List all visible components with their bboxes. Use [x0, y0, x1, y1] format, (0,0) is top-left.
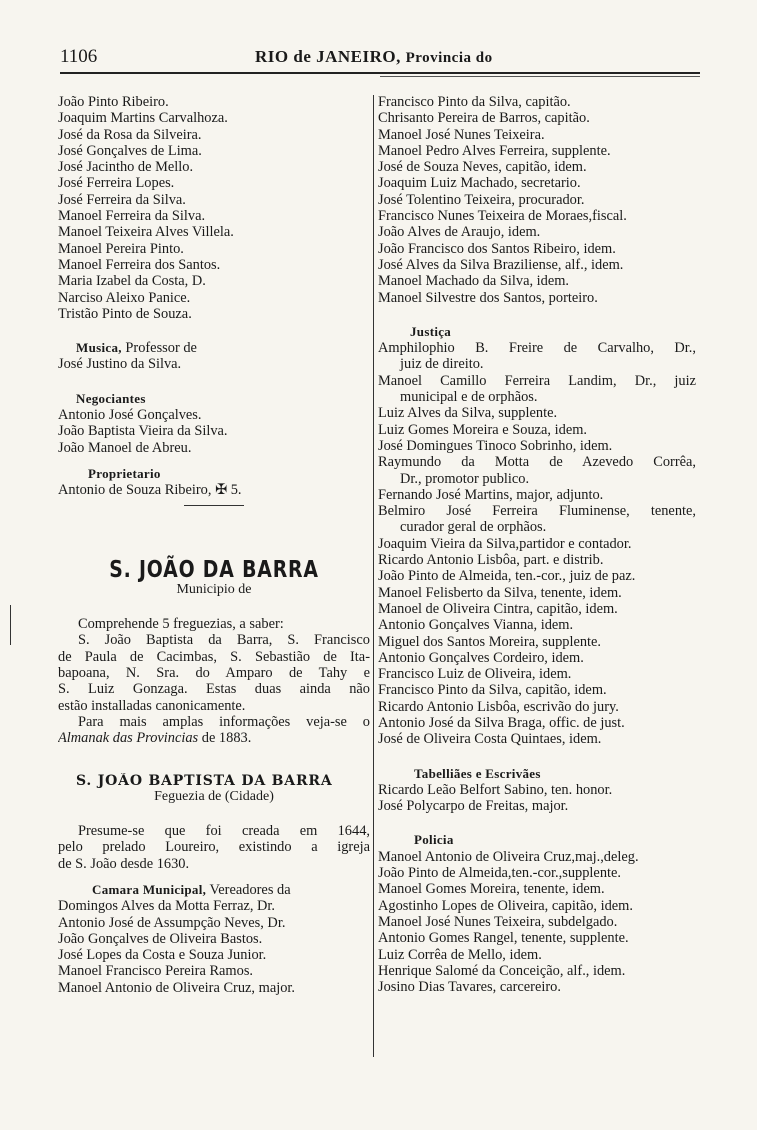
list-item: Manoel Felisberto da Silva, tenente, idem.	[378, 584, 622, 601]
camara-heading: Camara Municipal,	[92, 881, 207, 897]
list-item: Narciso Aleixo Panice.	[58, 289, 191, 306]
list-item: Manoel Ferreira dos Santos.	[58, 256, 221, 273]
paragraph-line: estão installadas canonicamente.	[58, 697, 246, 714]
musica-heading: Musica,	[76, 340, 122, 356]
almanak-title: Almanak das Provincias	[58, 730, 199, 747]
running-title	[255, 47, 493, 67]
paragraph-line: pelo prelado Loureiro, existindo a igreja	[58, 839, 370, 856]
camara-heading-rest: Vereadores da	[206, 881, 291, 898]
list-item: José de Oliveira Costa Quintaes, idem.	[378, 731, 602, 748]
musica-heading-rest: Professor de	[121, 340, 197, 357]
list-item: Antonio José da Silva Braga, offic. de just.	[378, 714, 625, 731]
list-item: Manoel Camillo Ferreira Landim, Dr., juiz	[378, 372, 696, 389]
list-item: Manoel Pereira Pinto.	[58, 240, 184, 257]
list-item: José Alves da Silva Braziliense, alf., idem.	[378, 256, 624, 273]
list-item: João Gonçalves de Oliveira Bastos.	[58, 930, 263, 947]
list-item: José Jacintho de Mello.	[58, 159, 194, 176]
list-item: Joaquim Martins Carvalhoza.	[58, 110, 228, 127]
list-item: Antonio Gomes Rangel, tenente, supplente.	[378, 930, 629, 947]
list-item: João Baptista Vieira da Silva.	[58, 423, 228, 440]
list-item: José Polycarpo de Freitas, major.	[378, 798, 569, 815]
list-item: Antonio José Gonçalves.	[58, 407, 202, 424]
freguezia-subtitle: Feguezia de (Cidade)	[154, 788, 274, 804]
policia-list	[378, 849, 696, 996]
list-item: Miguel dos Santos Moreira, supplente.	[378, 633, 602, 650]
list-item: José Lopes da Costa e Souza Junior.	[58, 947, 267, 964]
list-item: Antonio Gonçalves Vianna, idem.	[378, 617, 574, 634]
list-item: Dr., promotor publico.	[400, 470, 530, 487]
list-item: Luiz Corrêa de Mello, idem.	[378, 946, 542, 963]
paragraph-line	[58, 730, 370, 746]
list-item: José de Souza Neves, capitão, idem.	[378, 159, 587, 176]
justica-list	[378, 340, 696, 747]
list-item: juiz de direito.	[400, 356, 484, 373]
list-item: Joaquim Vieira da Silva,partidor e contador.	[378, 535, 632, 552]
list-item: José Tolentino Teixeira, procurador.	[378, 191, 585, 208]
list-item: José Ferreira da Silva.	[58, 191, 186, 208]
paragraph-line: Presume-se que foi creada em 1644,	[78, 823, 370, 840]
list-item: Tristão Pinto de Souza.	[58, 305, 192, 322]
comprehende-paragraph	[58, 616, 370, 746]
page-header	[60, 46, 700, 70]
running-title-sub: Provincia do	[405, 50, 493, 66]
list-item: Manoel Antonio de Oliveira Cruz, major.	[58, 979, 295, 996]
list-item: municipal e de orphãos.	[400, 389, 538, 406]
list-item: Antonio José de Assumpção Neves, Dr.	[58, 914, 286, 931]
list-item: José da Rosa da Silveira.	[58, 126, 202, 143]
list-item: Francisco Pinto da Silva, capitão.	[378, 94, 571, 110]
page-number: 1106	[60, 46, 98, 67]
list-item: Manoel José Nunes Teixeira, subdelgado.	[378, 913, 618, 930]
list-item: José Domingues Tinoco Sobrinho, idem.	[378, 437, 613, 454]
paragraph-line: S. João Baptista da Barra, S. Francisco	[78, 632, 370, 649]
names-top-list	[58, 94, 370, 322]
paragraph-line: de Paula de Cacimbas, S. Sebastião de Ita-	[58, 648, 370, 665]
tabelliaes-heading: Tabelliães e Escrivães	[414, 765, 541, 781]
freguezia-title: S. JOÃO BAPTISTA DA BARRA	[76, 772, 333, 789]
list-item: João Pinto de Almeida,ten.-cor.,supplente.	[378, 865, 621, 882]
list-item: Francisco Luiz de Oliveira, idem.	[378, 666, 572, 683]
presume-paragraph	[58, 823, 370, 872]
list-item: Domingos Alves da Motta Ferraz, Dr.	[58, 898, 276, 915]
list-item: Amphilophio B. Freire de Carvalho, Dr.,	[378, 340, 696, 357]
list-item: Manoel Antonio de Oliveira Cruz,maj.,deleg.	[378, 848, 639, 865]
almanak-tail: de 1883.	[198, 730, 252, 747]
running-title-main: RIO de JANEIRO,	[255, 47, 401, 66]
camara-section-heading	[58, 882, 370, 898]
list-item: Manoel Teixeira Alves Villela.	[58, 224, 234, 241]
list-item: Luiz Alves da Silva, supplente.	[378, 405, 558, 422]
musica-section-heading	[58, 340, 370, 356]
right-column	[378, 94, 696, 995]
list-item: Ricardo Antonio Lisbôa, escrivão do jury.	[378, 698, 619, 715]
municipio-title: S. JOÃO DA BARRA	[109, 556, 319, 583]
proprietario-heading: Proprietario	[88, 465, 161, 481]
justica-heading: Justiça	[410, 323, 452, 339]
list-item: curador geral de orphãos.	[400, 519, 547, 536]
list-item: José Justino da Silva.	[58, 356, 182, 373]
list-item: João Francisco dos Santos Ribeiro, idem.	[378, 240, 616, 257]
list-item: Chrisanto Pereira de Barros, capitão.	[378, 110, 590, 127]
header-rule-secondary	[380, 76, 700, 77]
list-item: Manoel Silvestre dos Santos, porteiro.	[378, 289, 598, 306]
list-item: Francisco Pinto da Silva, capitão, idem.	[378, 682, 607, 699]
list-item: Joaquim Luiz Machado, secretario.	[378, 175, 581, 192]
column-divider	[373, 95, 374, 1057]
list-item: Belmiro José Ferreira Fluminense, tenente,	[378, 503, 696, 520]
list-item: Francisco Nunes Teixeira de Moraes,fiscal.	[378, 208, 627, 225]
list-item: Raymundo da Motta de Azevedo Corrêa,	[378, 454, 696, 471]
list-item: Manoel Pedro Alves Ferreira, supplente.	[378, 142, 611, 159]
list-item: João Pinto Ribeiro.	[58, 94, 169, 110]
list-item: Ricardo Leão Belfort Sabino, ten. honor.	[378, 781, 613, 798]
list-item: Manoel Gomes Moreira, tenente, idem.	[378, 881, 605, 898]
paragraph-line: Comprehende 5 freguezias, a saber:	[78, 616, 284, 633]
list-item: Maria Izabel da Costa, D.	[58, 273, 206, 290]
municipio-subtitle: Municipio de	[176, 581, 252, 597]
list-item: Antonio Gonçalves Cordeiro, idem.	[378, 649, 584, 666]
list-item: Manoel Francisco Pereira Ramos.	[58, 963, 254, 980]
negociantes-heading: Negociantes	[76, 390, 146, 406]
left-column	[58, 94, 370, 996]
paragraph-line: de S. João desde 1630.	[58, 855, 190, 872]
list-item: Antonio de Souza Ribeiro, ✠ 5.	[58, 482, 242, 499]
header-rule	[60, 72, 700, 74]
list-item: Fernando José Martins, major, adjunto.	[378, 486, 604, 503]
camara-continued-list	[378, 94, 696, 306]
list-item: Luiz Gomes Moreira e Souza, idem.	[378, 421, 588, 438]
list-item: João Alves de Araujo, idem.	[378, 224, 541, 241]
list-item: Manoel de Oliveira Cintra, capitão, idem.	[378, 600, 618, 617]
list-item: João Manoel de Abreu.	[58, 439, 192, 456]
list-item: Josino Dias Tavares, carcereiro.	[378, 979, 561, 996]
list-item: Manoel Machado da Silva, idem.	[378, 273, 570, 290]
list-item: João Pinto de Almeida, ten.-cor., juiz de paz.	[378, 568, 636, 585]
policia-heading: Policia	[414, 832, 454, 848]
list-item: Agostinho Lopes de Oliveira, capitão, idem.	[378, 897, 633, 914]
list-item: Henrique Salomé da Conceição, alf., idem.	[378, 962, 626, 979]
list-item: Ricardo Antonio Lisbôa, part. e distrib.	[378, 552, 604, 569]
list-item: José Ferreira Lopes.	[58, 175, 175, 192]
list-item: Manoel Ferreira da Silva.	[58, 208, 206, 225]
paragraph-line: Para mais amplas informações veja-se o	[78, 713, 370, 730]
paragraph-line: S. Luiz Gonzaga. Estas duas ainda não	[58, 681, 370, 698]
margin-mark	[10, 605, 11, 645]
paragraph-line: bapoana, N. Sra. do Amparo de Tahy e	[58, 665, 370, 682]
list-item: José Gonçalves de Lima.	[58, 142, 202, 159]
list-item: Manoel José Nunes Teixeira.	[378, 126, 545, 143]
